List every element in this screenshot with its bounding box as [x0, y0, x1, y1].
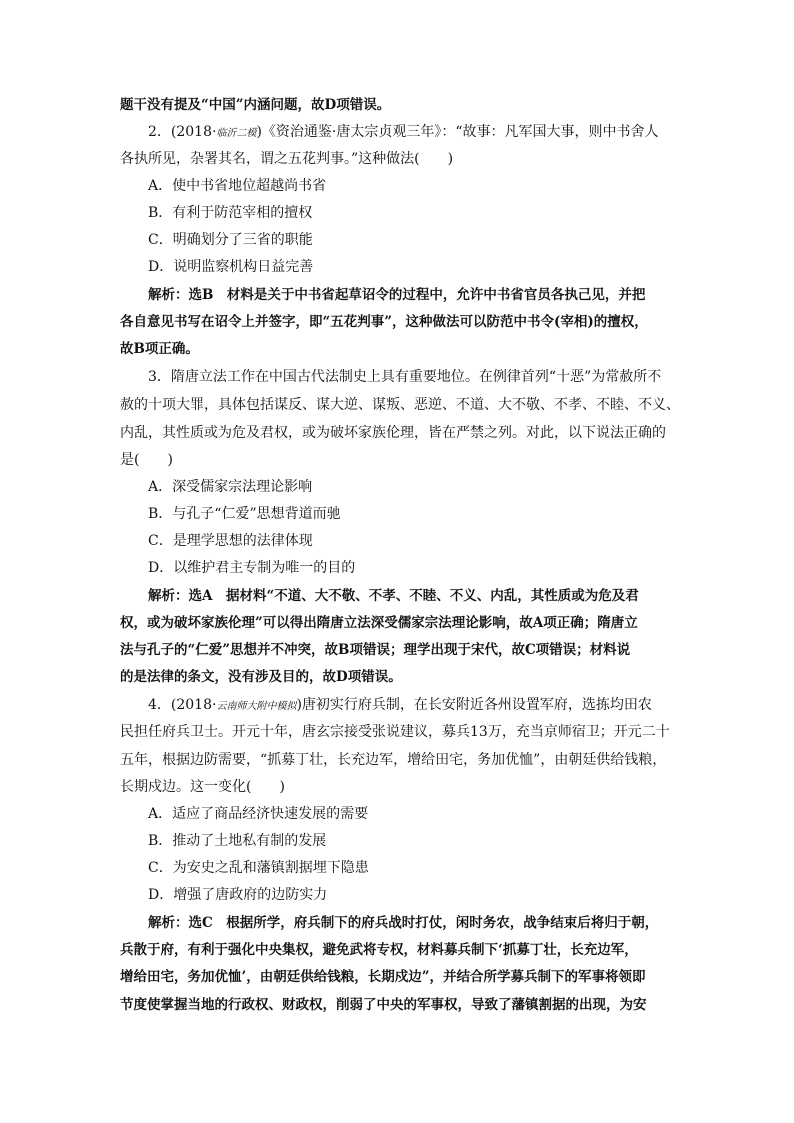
- question-3-analysis: 解析：选A 据材料“不道、大不敬、不孝、不睦、不义、内乱，其性质或为危及君: [148, 588, 639, 604]
- question-4-option-d: D．增强了唐政府的边防实力: [148, 887, 328, 903]
- question-2-option-b: B．有利于防范宰相的擅权: [148, 205, 313, 221]
- question-4-analysis: 节度使掌握当地的行政权、财政权，削弱了中央的军事权，导致了藩镇割据的出现，为安: [120, 997, 647, 1013]
- question-source: 云南师大附中模拟: [216, 701, 297, 712]
- analysis-label: 解析：: [148, 915, 189, 931]
- question-4-stem: 民担任府兵卫士。开元十年，唐玄宗接受张说建议，募兵13万，充当京师宿卫；开元二十: [120, 724, 670, 740]
- question-3-stem: 是( ): [120, 452, 173, 468]
- question-3-option-b: B．与孔子“仁爱”思想背道而驰: [148, 506, 341, 522]
- question-2-option-c: C．明确划分了三省的职能: [148, 232, 313, 248]
- prev-analysis-line: 题干没有提及“中国”内涵问题，故D项错误。: [120, 97, 391, 113]
- question-2-stem: 各执所见，杂署其名，谓之五花判事。”这种做法( ): [120, 151, 454, 167]
- question-2-stem: 2．(2018·临沂二模)《资治通鉴·唐太宗贞观三年》：“故事：凡军国大事，则中书舍人: [148, 124, 659, 140]
- question-2-analysis: 解析：选B 材料是关于中书省起草诏令的过程中，允许中书省官员各执己见，并把: [148, 287, 646, 303]
- question-4-option-a: A．适应了商品经济快速发展的需要: [148, 806, 369, 822]
- question-3-option-a: A．深受儒家宗法理论影响: [148, 479, 313, 495]
- question-3-analysis: 的是法律的条文，没有涉及目的，故D项错误。: [120, 669, 402, 685]
- question-4-analysis: 解析：选C 根据所学，府兵制下的府兵战时打仗，闲时务农，战争结束后将归于朝，: [148, 915, 659, 931]
- question-3-option-d: D．以维护君主专制为唯一的目的: [148, 560, 356, 576]
- analysis-label: 解析：: [148, 287, 189, 303]
- question-4-stem: 4．(2018·云南师大附中模拟)唐初实行府兵制，在长安附近各州设置军府，选拣均田农: [148, 697, 652, 713]
- question-4-option-c: C．为安史之乱和藩镇割据埋下隐患: [148, 860, 369, 876]
- question-3-option-c: C．是理学思想的法律体现: [148, 533, 313, 549]
- question-4-option-b: B．推动了土地私有制的发展: [148, 833, 327, 849]
- question-source: 临沂二模: [216, 128, 257, 139]
- question-2-option-d: D．说明监察机构日益完善: [148, 259, 314, 275]
- question-4-analysis: 兵散于府，有利于强化中央集权，避免武将专权，材料募兵制下‘抓募丁壮，长充边军，: [120, 942, 638, 958]
- question-3-analysis: 法与孔子的“仁爱”思想并不冲突，故B项错误；理学出现于宋代，故C项错误；材料说: [120, 642, 631, 658]
- question-2-option-a: A．使中书省地位超越尚书省: [148, 178, 327, 194]
- question-3-stem: 赦的十项大罪，具体包括谋反、谋大逆、谋叛、恶逆、不道、大不敬、不孝、不睦、不义、: [120, 397, 680, 413]
- question-2-analysis: 各自意见书写在诏令上并签字，即“五花判事”，这种做法可以防范中书令(宰相)的擅权，: [120, 314, 648, 330]
- question-4-stem: 五年，根据边防需要，“抓募丁壮，长充边军，增给田宅，务加优恤”，由朝廷供给钱粮，: [120, 752, 667, 768]
- question-4-analysis: 增给田宅，务加优恤’，由朝廷供给钱粮，长期戍边”，并结合所学募兵制下的军事将领即: [120, 969, 646, 985]
- question-3-analysis: 权，或为破坏家族伦理”可以得出隋唐立法深受儒家宗法理论影响，故A项正确；隋唐立: [120, 615, 638, 631]
- question-2-analysis: 故B项正确。: [120, 341, 199, 357]
- question-4-stem: 长期戍边。这一变化( ): [120, 779, 285, 795]
- analysis-label: 解析：: [148, 588, 189, 604]
- question-3-stem: 内乱，其性质或为危及君权，或为破坏家族伦理，皆在严禁之列。对此，以下说法正确的: [120, 425, 666, 441]
- question-3-stem: 3．隋唐立法工作在中国古代法制史上具有重要地位。在例律首列“十恶”为常赦所不: [148, 369, 662, 385]
